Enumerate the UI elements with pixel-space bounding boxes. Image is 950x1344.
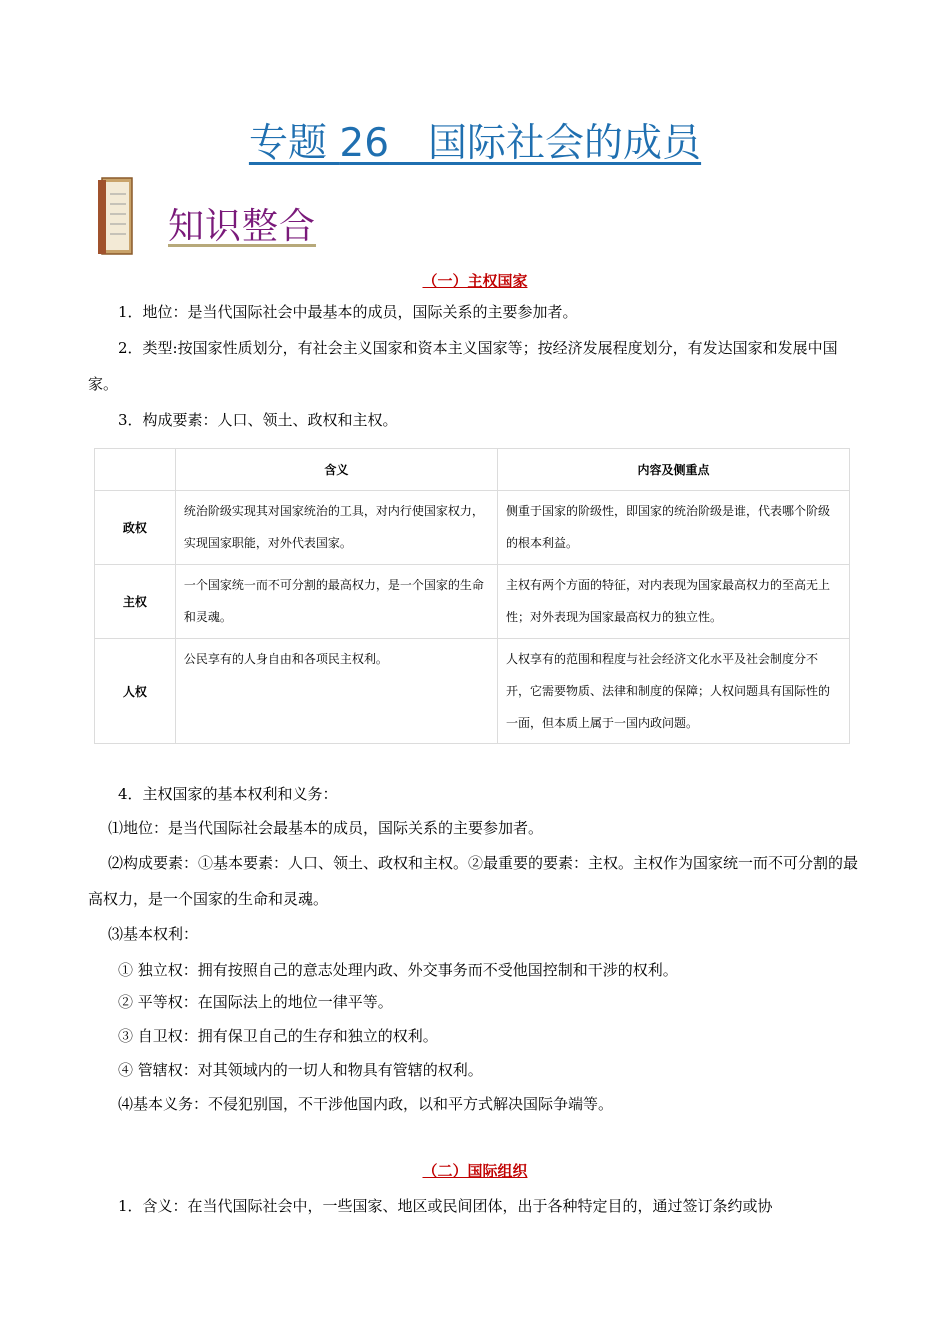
table-row bbox=[95, 565, 850, 639]
row-meaning: 统治阶级实现其对国家统治的工具，对内行使国家权力，实现国家职能，对外代表国家。 bbox=[175, 491, 497, 565]
item-rights-duties: 4．主权国家的基本权利和义务： bbox=[118, 785, 338, 803]
banner-label: 知识整合 bbox=[168, 206, 317, 247]
elements-table bbox=[94, 448, 850, 744]
section-heading-sovereign-state: （一）主权国家 bbox=[422, 272, 528, 290]
table-header-blank bbox=[95, 449, 176, 491]
item-elements: 3．构成要素：人口、领土、政权和主权。 bbox=[118, 411, 398, 429]
basic-duties: ⑷基本义务：不侵犯别国，不干涉他国内政，以和平方式解决国际争端等。 bbox=[118, 1095, 614, 1113]
right-jurisdiction: ④ 管辖权：对其领域内的一切人和物具有管辖的权利。 bbox=[118, 1061, 483, 1079]
right-independence: ① 独立权：拥有按照自己的意志处理内政、外交事务而不受他国控制和干涉的权利。 bbox=[118, 961, 678, 979]
row-head-human-rights: 人权 bbox=[95, 639, 176, 744]
row-meaning: 公民享有的人身自由和各项民主权利。 bbox=[175, 639, 497, 744]
row-head-regime: 政权 bbox=[95, 491, 176, 565]
table-header-meaning: 含义 bbox=[175, 449, 497, 491]
knowledge-banner bbox=[96, 172, 396, 262]
row-focus: 侧重于国家的阶级性，即国家的统治阶级是谁，代表哪个阶级的根本利益。 bbox=[497, 491, 849, 565]
book-icon bbox=[96, 174, 136, 258]
row-focus: 人权享有的范围和程度与社会经济文化水平及社会制度分不开，它需要物质、法律和制度的保障；人权问题具有国际性的一面，但本质上属于一国内政问题。 bbox=[497, 639, 849, 744]
right-self-defense: ③ 自卫权：拥有保卫自己的生存和独立的权利。 bbox=[118, 1027, 438, 1045]
row-head-sovereignty: 主权 bbox=[95, 565, 176, 639]
sub-elements: ⑵构成要素：①基本要素：人口、领土、政权和主权。②最重要的要素：主权。主权作为国家统一而不可分割的最高权力，是一个国家的生命和灵魂。 bbox=[88, 854, 859, 908]
item-types: 2．类型:按国家性质划分，有社会主义国家和资本主义国家等；按经济发展程度划分，有发达国家和发展中国家。 bbox=[88, 339, 838, 393]
row-meaning: 一个国家统一而不可分割的最高权力，是一个国家的生命和灵魂。 bbox=[175, 565, 497, 639]
item-org-definition: 1．含义：在当代国际社会中，一些国家、地区或民间团体，出于各种特定目的，通过签订条约或协 bbox=[118, 1197, 773, 1215]
page-title: 专题 26 国际社会的成员 bbox=[248, 121, 702, 166]
item-status: 1．地位：是当代国际社会中最基本的成员，国际关系的主要参加者。 bbox=[118, 303, 578, 321]
sub-basic-rights: ⑶基本权利： bbox=[108, 925, 199, 943]
row-focus: 主权有两个方面的特征，对内表现为国家最高权力的至高无上性；对外表现为国家最高权力的独立性。 bbox=[497, 565, 849, 639]
table-row bbox=[95, 639, 850, 744]
section-heading-international-org: （二）国际组织 bbox=[422, 1162, 528, 1180]
table-row bbox=[95, 491, 850, 565]
table-header-focus: 内容及侧重点 bbox=[497, 449, 849, 491]
sub-status: ⑴地位：是当代国际社会最基本的成员，国际关系的主要参加者。 bbox=[108, 819, 544, 837]
right-equality: ② 平等权：在国际法上的地位一律平等。 bbox=[118, 993, 393, 1011]
table-header-row bbox=[95, 449, 850, 491]
